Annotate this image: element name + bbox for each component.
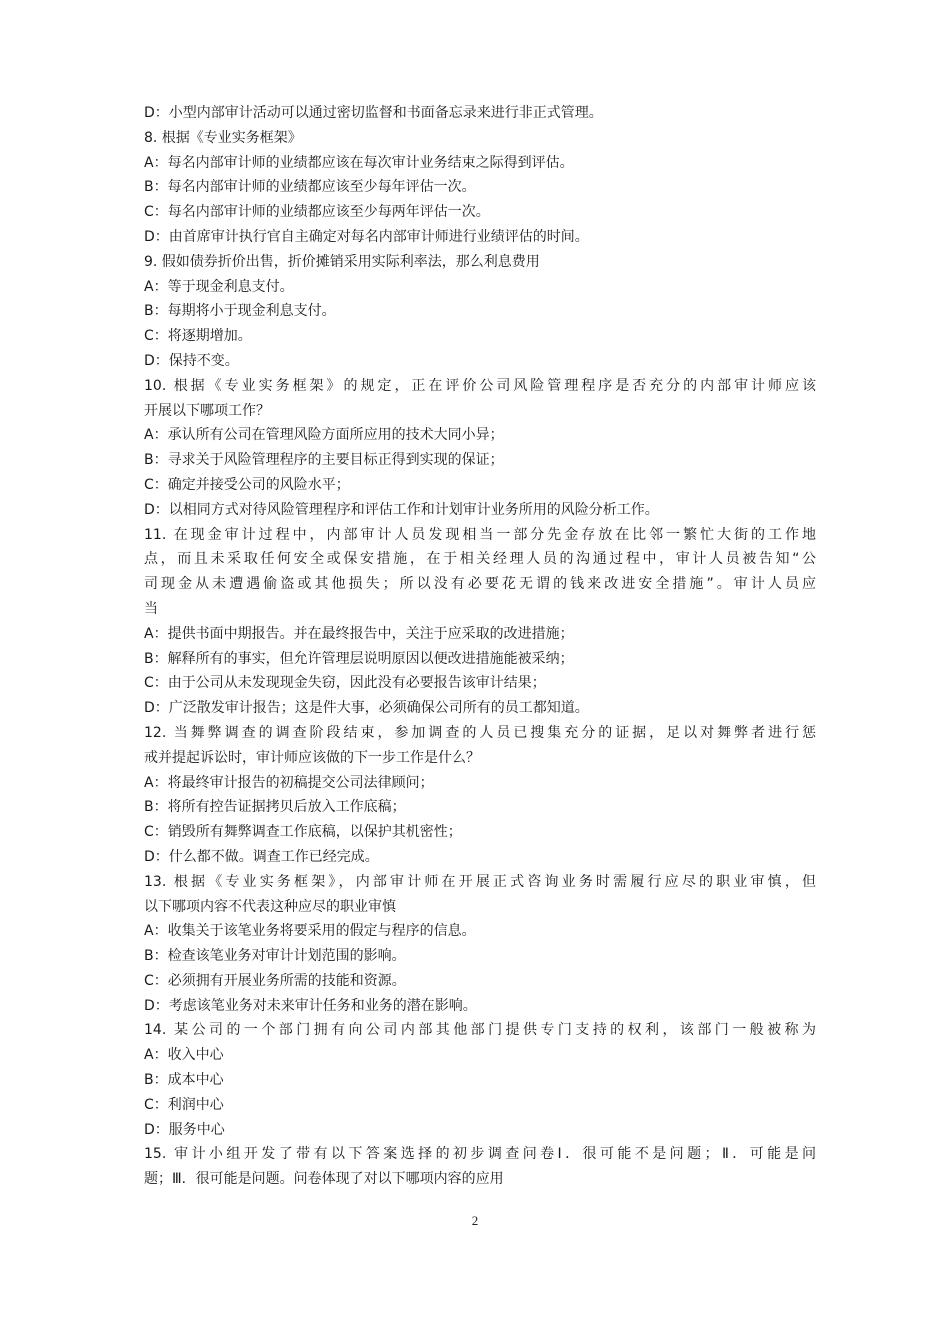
text-line: 13. 根据《专业实务框架》，内部审计师在开展正式咨询业务时需履行应尽的职业审慎，但 <box>144 873 816 890</box>
text-line: B：每名内部审计师的业绩都应该至少每年评估一次。 <box>144 179 476 196</box>
text-line: D：保持不变。 <box>144 352 239 369</box>
text-line: D：什么都不做。调查工作已经完成。 <box>144 848 379 865</box>
text-line: 司现金从未遭遇偷盗或其他损失；所以没有必要花无谓的钱来改进安全措施”。审计人员应 <box>144 576 816 593</box>
text-line: 开展以下哪项工作？ <box>144 402 270 419</box>
text-line: 8. 根据《专业实务框架》 <box>144 129 302 146</box>
page-number: 2 <box>471 1213 479 1228</box>
text-line: 戒并提起诉讼时，审计师应该做的下一步工作是什么？ <box>144 749 480 766</box>
text-line: D：以相同方式对待风险管理程序和评估工作和计划审计业务所用的风险分析工作。 <box>144 501 659 518</box>
text-line: A：等于现金利息支付。 <box>144 278 294 295</box>
text-line: 12. 当舞弊调查的调查阶段结束，参加调查的人员已搜集充分的证据，足以对舞弊者进行惩 <box>144 724 816 741</box>
text-line: D：考虑该笔业务对未来审计任务和业务的潜在影响。 <box>144 997 477 1014</box>
text-line: B：成本中心 <box>144 1072 224 1089</box>
text-line: A：提供书面中期报告。并在最终报告中，关注于应采取的改进措施； <box>144 625 574 642</box>
text-line: 当 <box>144 600 158 617</box>
text-line: D：由首席审计执行官自主确定对每名内部审计师进行业绩评估的时间。 <box>144 228 589 245</box>
text-line: B：检查该笔业务对审计计划范围的影响。 <box>144 948 406 965</box>
text-line: 15. 审计小组开发了带有以下答案选择的初步调查问卷Ⅰ．很可能不是问题；Ⅱ．可能是问 <box>144 1146 816 1163</box>
text-line: C：每名内部审计师的业绩都应该至少每两年评估一次。 <box>144 204 490 221</box>
text-line: 点，而且未采取任何安全或保安措施，在于相关经理人员的沟通过程中，审计人员被告知“公 <box>144 551 816 568</box>
text-line: D：小型内部审计活动可以通过密切监督和书面备忘录来进行非正式管理。 <box>144 105 603 121</box>
text-line: A：将最终审计报告的初稿提交公司法律顾问； <box>144 774 434 791</box>
text-line: D：服务中心 <box>144 1121 225 1138</box>
document-body <box>144 101 816 1192</box>
text-line: C：将逐期增加。 <box>144 328 252 345</box>
text-line: 9. 假如债券折价出售，折价摊销采用实际利率法，那么利息费用 <box>144 253 540 270</box>
text-line: 题；Ⅲ．很可能是问题。问卷体现了对以下哪项内容的应用 <box>144 1171 504 1188</box>
text-line: 14. 某公司的一个部门拥有向公司内部其他部门提供专门支持的权利，该部门一般被称为 <box>144 1022 816 1039</box>
text-line: C：销毁所有舞弊调查工作底稿，以保护其机密性； <box>144 824 462 841</box>
text-line: B：解释所有的事实，但允许管理层说明原因以便改进措施能被采纳； <box>144 650 574 667</box>
text-line: B：寻求关于风险管理程序的主要目标正得到实现的保证； <box>144 452 504 469</box>
text-line: 以下哪项内容不代表这种应尽的职业审慎 <box>144 898 396 915</box>
text-line: A：每名内部审计师的业绩都应该在每次审计业务结束之际得到评估。 <box>144 154 574 171</box>
text-line: A：承认所有公司在管理风险方面所应用的技术大同小异； <box>144 427 504 444</box>
text-line: 10. 根据《专业实务框架》的规定，正在评价公司风险管理程序是否充分的内部审计师应该 <box>144 377 816 394</box>
text-line: B：每期将小于现金利息支付。 <box>144 303 336 320</box>
text-line: D：广泛散发审计报告；这是件大事，必须确保公司所有的员工都知道。 <box>144 700 589 717</box>
text-line: C：确定并接受公司的风险水平； <box>144 476 350 493</box>
text-line: B：将所有控告证据拷贝后放入工作底稿； <box>144 799 406 816</box>
text-line: A：收入中心 <box>144 1047 224 1064</box>
text-line: C：利润中心 <box>144 1096 224 1113</box>
text-line: 11. 在现金审计过程中，内部审计人员发现相当一部分先金存放在比邻一繁忙大街的工作地 <box>144 526 816 543</box>
text-line: C：由于公司从未发现现金失窃，因此没有必要报告该审计结果； <box>144 675 546 692</box>
text-line: C：必须拥有开展业务所需的技能和资源。 <box>144 972 406 989</box>
text-line: A：收集关于该笔业务将要采用的假定与程序的信息。 <box>144 923 476 940</box>
